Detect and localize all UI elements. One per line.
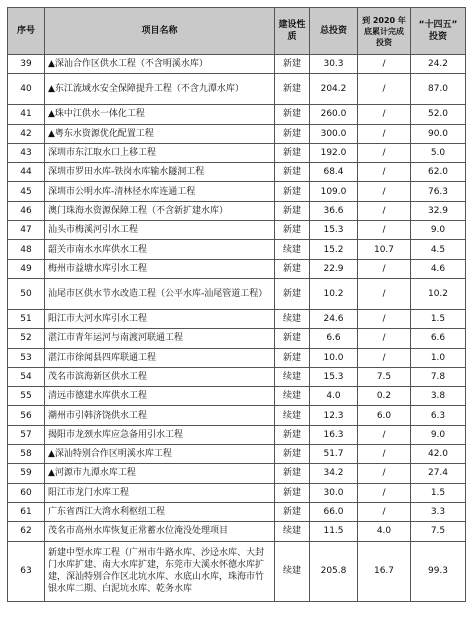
cell-name: 新建中型水库工程（广州市牛路水库、沙迳水库、大封门水库扩建、南大水库扩建，东莞市大溪水怀德水库扩建，深汕特别合作区北坑水库、水底山水库，珠海市竹银水库二期、白泥坑水库、乾务水库 [45, 541, 275, 601]
cell-nature: 新建 [275, 259, 310, 278]
cell-name: 清远市德建水库供水工程 [45, 387, 275, 406]
cell-name: ▲珠中江供水一体化工程 [45, 105, 275, 124]
header-plan: “十四五” 投资 [411, 8, 466, 55]
cell-nature: 新建 [275, 143, 310, 162]
header-no: 序号 [8, 8, 45, 55]
cell-no: 58 [8, 445, 45, 464]
cell-no: 44 [8, 163, 45, 182]
cell-plan: 1.5 [411, 483, 466, 502]
table-row [8, 387, 466, 406]
cell-no: 40 [8, 74, 45, 105]
cell-name: 韶关市南水水库供水工程 [45, 240, 275, 259]
table-header-row [8, 8, 466, 55]
cell-name: 湛江市徐闻县四库联通工程 [45, 348, 275, 367]
cell-done: / [358, 143, 411, 162]
cell-plan: 3.8 [411, 387, 466, 406]
table-row [8, 445, 466, 464]
table-row [8, 541, 466, 601]
cell-total: 10.2 [310, 278, 358, 309]
table-row [8, 259, 466, 278]
cell-name: 广东省西江大湾水利枢纽工程 [45, 502, 275, 521]
cell-done: / [358, 464, 411, 483]
cell-name: 阳江市大河水库引水工程 [45, 309, 275, 328]
cell-no: 56 [8, 406, 45, 425]
table-row [8, 124, 466, 143]
cell-no: 59 [8, 464, 45, 483]
cell-done: / [358, 55, 411, 74]
cell-nature: 续建 [275, 541, 310, 601]
cell-plan: 27.4 [411, 464, 466, 483]
cell-done: / [358, 329, 411, 348]
cell-no: 46 [8, 201, 45, 220]
cell-no: 47 [8, 221, 45, 240]
table-row [8, 367, 466, 386]
table-row [8, 406, 466, 425]
cell-total: 34.2 [310, 464, 358, 483]
table-row [8, 163, 466, 182]
cell-name: 梅州市益塘水库引水工程 [45, 259, 275, 278]
cell-done: / [358, 221, 411, 240]
cell-total: 15.2 [310, 240, 358, 259]
cell-no: 63 [8, 541, 45, 601]
cell-name: ▲东江流域水安全保障提升工程（不含九潭水库） [45, 74, 275, 105]
cell-name: ▲河源市九潭水库工程 [45, 464, 275, 483]
cell-done: 7.5 [358, 367, 411, 386]
cell-nature: 续建 [275, 406, 310, 425]
table-row [8, 278, 466, 309]
cell-nature: 新建 [275, 329, 310, 348]
table-row [8, 348, 466, 367]
cell-total: 12.3 [310, 406, 358, 425]
cell-name: ▲深汕特别合作区明溪水库工程 [45, 445, 275, 464]
cell-no: 54 [8, 367, 45, 386]
investment-table [7, 7, 466, 602]
cell-plan: 42.0 [411, 445, 466, 464]
header-nature: 建设性质 [275, 8, 310, 55]
cell-plan: 4.5 [411, 240, 466, 259]
cell-plan: 3.3 [411, 502, 466, 521]
cell-no: 61 [8, 502, 45, 521]
cell-nature: 续建 [275, 309, 310, 328]
cell-nature: 新建 [275, 348, 310, 367]
cell-nature: 新建 [275, 425, 310, 444]
table-row [8, 55, 466, 74]
cell-total: 30.3 [310, 55, 358, 74]
cell-done: / [358, 502, 411, 521]
cell-total: 15.3 [310, 221, 358, 240]
cell-nature: 新建 [275, 163, 310, 182]
table-body [8, 55, 466, 602]
cell-name: 汕头市梅溪河引水工程 [45, 221, 275, 240]
cell-done: / [358, 124, 411, 143]
cell-done: / [358, 348, 411, 367]
cell-nature: 新建 [275, 221, 310, 240]
cell-nature: 新建 [275, 74, 310, 105]
cell-nature: 续建 [275, 367, 310, 386]
cell-plan: 9.0 [411, 425, 466, 444]
cell-total: 260.0 [310, 105, 358, 124]
cell-total: 10.0 [310, 348, 358, 367]
cell-no: 55 [8, 387, 45, 406]
cell-name: 阳江市龙门水库工程 [45, 483, 275, 502]
cell-name: 茂名市滨海新区供水工程 [45, 367, 275, 386]
cell-plan: 52.0 [411, 105, 466, 124]
cell-nature: 新建 [275, 464, 310, 483]
cell-no: 48 [8, 240, 45, 259]
table-row [8, 502, 466, 521]
cell-total: 11.5 [310, 522, 358, 541]
cell-total: 36.6 [310, 201, 358, 220]
cell-name: 湛江市青年运河与南渡河联通工程 [45, 329, 275, 348]
cell-plan: 1.5 [411, 309, 466, 328]
cell-done: / [358, 278, 411, 309]
cell-no: 51 [8, 309, 45, 328]
table-row [8, 329, 466, 348]
cell-nature: 续建 [275, 387, 310, 406]
table-row [8, 182, 466, 201]
header-done: 到 2020 年底累计完成投资 [358, 8, 411, 55]
cell-plan: 4.6 [411, 259, 466, 278]
cell-name: 汕尾市区供水节水改造工程（公平水库-汕尾管道工程） [45, 278, 275, 309]
cell-total: 24.6 [310, 309, 358, 328]
header-total: 总投资 [310, 8, 358, 55]
cell-nature: 新建 [275, 124, 310, 143]
cell-plan: 7.5 [411, 522, 466, 541]
cell-plan: 9.0 [411, 221, 466, 240]
table-row [8, 74, 466, 105]
cell-no: 42 [8, 124, 45, 143]
cell-plan: 1.0 [411, 348, 466, 367]
cell-total: 66.0 [310, 502, 358, 521]
cell-done: / [358, 309, 411, 328]
cell-nature: 新建 [275, 201, 310, 220]
cell-no: 62 [8, 522, 45, 541]
cell-done: 6.0 [358, 406, 411, 425]
cell-name: 澳门珠海水资源保障工程（不含新扩建水库） [45, 201, 275, 220]
table-row [8, 240, 466, 259]
cell-nature: 续建 [275, 240, 310, 259]
cell-nature: 新建 [275, 483, 310, 502]
cell-nature: 新建 [275, 278, 310, 309]
cell-nature: 新建 [275, 105, 310, 124]
cell-total: 22.9 [310, 259, 358, 278]
cell-plan: 62.0 [411, 163, 466, 182]
cell-total: 68.4 [310, 163, 358, 182]
table-row [8, 309, 466, 328]
cell-no: 50 [8, 278, 45, 309]
cell-plan: 32.9 [411, 201, 466, 220]
cell-plan: 5.0 [411, 143, 466, 162]
cell-done: / [358, 182, 411, 201]
table-row [8, 483, 466, 502]
cell-nature: 新建 [275, 55, 310, 74]
cell-no: 52 [8, 329, 45, 348]
cell-total: 205.8 [310, 541, 358, 601]
cell-done: / [358, 259, 411, 278]
cell-name: 深圳市公明水库-清林径水库连通工程 [45, 182, 275, 201]
table-row [8, 201, 466, 220]
header-name: 项目名称 [45, 8, 275, 55]
cell-plan: 7.8 [411, 367, 466, 386]
cell-plan: 24.2 [411, 55, 466, 74]
cell-name: ▲粤东水资源优化配置工程 [45, 124, 275, 143]
cell-nature: 新建 [275, 445, 310, 464]
cell-done: / [358, 425, 411, 444]
cell-plan: 76.3 [411, 182, 466, 201]
cell-name: 潮州市引韩济饶供水工程 [45, 406, 275, 425]
cell-done: / [358, 445, 411, 464]
cell-name: 茂名市高州水库恢复正常蓄水位淹没处理项目 [45, 522, 275, 541]
cell-done: 10.7 [358, 240, 411, 259]
cell-name: 揭阳市龙颈水库应急备用引水工程 [45, 425, 275, 444]
cell-total: 192.0 [310, 143, 358, 162]
document-page [7, 7, 466, 602]
cell-total: 16.3 [310, 425, 358, 444]
cell-nature: 新建 [275, 182, 310, 201]
table-row [8, 105, 466, 124]
cell-done: 16.7 [358, 541, 411, 601]
cell-plan: 6.3 [411, 406, 466, 425]
cell-no: 45 [8, 182, 45, 201]
cell-done: / [358, 105, 411, 124]
cell-plan: 87.0 [411, 74, 466, 105]
cell-total: 109.0 [310, 182, 358, 201]
table-row [8, 425, 466, 444]
table-row [8, 143, 466, 162]
cell-nature: 续建 [275, 522, 310, 541]
cell-total: 4.0 [310, 387, 358, 406]
cell-total: 300.0 [310, 124, 358, 143]
cell-total: 15.3 [310, 367, 358, 386]
cell-no: 53 [8, 348, 45, 367]
cell-done: / [358, 483, 411, 502]
table-row [8, 522, 466, 541]
cell-done: / [358, 163, 411, 182]
cell-plan: 6.6 [411, 329, 466, 348]
cell-total: 6.6 [310, 329, 358, 348]
cell-name: ▲深汕合作区供水工程（不含明溪水库） [45, 55, 275, 74]
cell-no: 39 [8, 55, 45, 74]
cell-plan: 99.3 [411, 541, 466, 601]
cell-total: 30.0 [310, 483, 358, 502]
cell-name: 深圳市罗田水库-铁岗水库输水隧洞工程 [45, 163, 275, 182]
cell-total: 204.2 [310, 74, 358, 105]
cell-plan: 10.2 [411, 278, 466, 309]
cell-done: / [358, 74, 411, 105]
cell-no: 41 [8, 105, 45, 124]
cell-name: 深圳市东江取水口上移工程 [45, 143, 275, 162]
cell-done: 0.2 [358, 387, 411, 406]
cell-no: 60 [8, 483, 45, 502]
table-row [8, 221, 466, 240]
cell-done: 4.0 [358, 522, 411, 541]
cell-nature: 新建 [275, 502, 310, 521]
cell-total: 51.7 [310, 445, 358, 464]
cell-no: 43 [8, 143, 45, 162]
cell-done: / [358, 201, 411, 220]
cell-plan: 90.0 [411, 124, 466, 143]
table-row [8, 464, 466, 483]
cell-no: 57 [8, 425, 45, 444]
cell-no: 49 [8, 259, 45, 278]
